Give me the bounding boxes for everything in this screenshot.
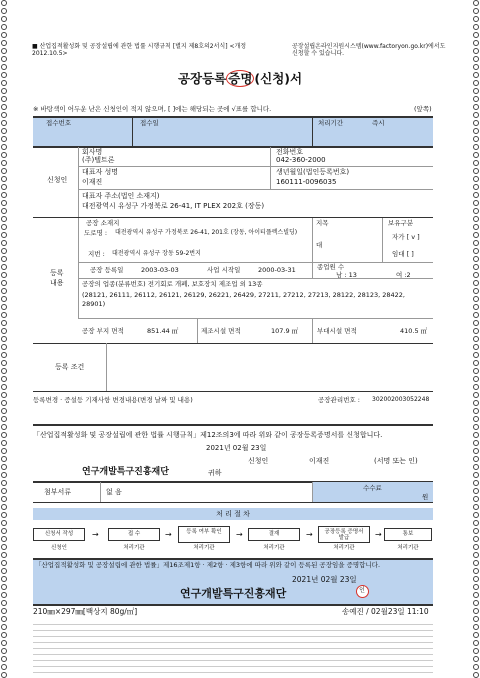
perforation-hole bbox=[473, 168, 479, 174]
perforation-hole bbox=[1, 664, 7, 670]
address-label: 대표자 주소(법인 소재지) bbox=[82, 192, 160, 200]
perforation-hole bbox=[473, 136, 479, 142]
receipt-number-label: 접수번호 bbox=[46, 119, 72, 127]
perforation-hole bbox=[473, 336, 479, 342]
perforation-hole bbox=[1, 456, 7, 462]
perforation-hole bbox=[1, 616, 7, 622]
perforation-hole bbox=[473, 192, 479, 198]
rule bbox=[33, 116, 433, 118]
perforation-hole bbox=[473, 296, 479, 302]
perforation-hole bbox=[1, 648, 7, 654]
perforation-hole bbox=[1, 304, 7, 310]
perforation-hole bbox=[1, 328, 7, 334]
ceo-label: 대표자 성명 bbox=[82, 168, 119, 176]
perforation-hole bbox=[473, 160, 479, 166]
perforation-hole bbox=[473, 528, 479, 534]
perforation-hole bbox=[1, 640, 7, 646]
attachments-value[interactable]: 없 음 bbox=[106, 488, 122, 496]
step-approve bbox=[248, 528, 300, 541]
perforation-hole bbox=[473, 264, 479, 270]
factory-location-label: 공장 소재지 bbox=[86, 219, 120, 227]
registration-section-label-2: 내용 bbox=[50, 279, 64, 287]
phone-value[interactable]: 042-360-2000 bbox=[276, 156, 326, 164]
phone-label: 전화번호 bbox=[276, 148, 304, 156]
perforation-hole bbox=[473, 240, 479, 246]
step-issue bbox=[318, 526, 370, 543]
step-issue-label: 공장등록 증명서발급 bbox=[324, 529, 364, 542]
perforation-hole bbox=[1, 56, 7, 62]
perforation-hole bbox=[1, 160, 7, 166]
perforation-hole bbox=[473, 480, 479, 486]
perforation-hole bbox=[1, 384, 7, 390]
fee-unit: 원 bbox=[422, 493, 429, 501]
rule bbox=[78, 189, 433, 190]
recipient-honorific: 귀하 bbox=[208, 469, 222, 477]
perforation-hole bbox=[473, 576, 479, 582]
site-area-value[interactable]: 851.44 ㎡ bbox=[147, 327, 179, 335]
lease-checkbox[interactable]: 임대 [ ] bbox=[392, 250, 414, 258]
perforation-hole bbox=[473, 488, 479, 494]
issuer-name: 연구개발특구진흥재단 bbox=[180, 587, 287, 600]
perforation-hole bbox=[1, 552, 7, 558]
perforation-hole bbox=[1, 288, 7, 294]
legal-reference: ■ 산업집적활성화 및 공장설립에 관한 법률 시행규칙 [별지 제8호의2서식] <개정 2012.10.5> bbox=[32, 43, 247, 58]
perforation-hole bbox=[473, 112, 479, 118]
step-notify-label: 통보 bbox=[402, 531, 414, 537]
perforation-hole bbox=[473, 96, 479, 102]
perforation-hole bbox=[473, 448, 479, 454]
perforation-hole bbox=[473, 656, 479, 662]
perforation-hole bbox=[473, 88, 479, 94]
industry-codes[interactable]: (28121, 26111, 26112, 26121, 26129, 26221, 26429, 27211, 27212, 27213, 28122, 28123, 28422, 28901) bbox=[82, 291, 405, 309]
perforation-hole bbox=[1, 592, 7, 598]
perforation-hole bbox=[1, 200, 7, 206]
signature-label: (서명 또는 인) bbox=[374, 457, 418, 465]
management-number-label: 공장관리번호 : bbox=[318, 396, 360, 404]
perforation-hole bbox=[473, 584, 479, 590]
rule bbox=[33, 558, 433, 560]
step-write bbox=[33, 528, 85, 541]
fee-label: 수수료 bbox=[363, 484, 382, 492]
perforation-hole bbox=[1, 520, 7, 526]
print-stamp: 송예진 / 02월23일 11:10 bbox=[342, 607, 429, 616]
land-category-label: 지목 bbox=[316, 219, 329, 227]
perforation-hole bbox=[473, 520, 479, 526]
perforation-hole bbox=[473, 256, 479, 262]
business-start-label: 사업 시작일 bbox=[207, 266, 241, 274]
perforation-hole bbox=[473, 120, 479, 126]
rule bbox=[270, 147, 271, 189]
perforation-hole bbox=[473, 328, 479, 334]
perforation-hole bbox=[473, 304, 479, 310]
step-verify-label: 등록 여부 확인 bbox=[186, 529, 222, 535]
perforation-hole bbox=[473, 344, 479, 350]
perforation-hole bbox=[1, 320, 7, 326]
perforation-hole bbox=[1, 496, 7, 502]
arrow-right-icon: → bbox=[236, 530, 243, 539]
rule bbox=[33, 217, 433, 218]
perforation-hole bbox=[473, 128, 479, 134]
rule bbox=[78, 147, 79, 217]
perforation-hole bbox=[1, 352, 7, 358]
perforation-hole bbox=[473, 664, 479, 670]
perforation-hole bbox=[1, 392, 7, 398]
perforation-hole bbox=[473, 392, 479, 398]
perforation-hole bbox=[473, 232, 479, 238]
perforation-hole bbox=[473, 320, 479, 326]
declaration-text: 「산업집적활성화 및 공장설립에 관한 법률 시행규칙」제12조의3에 따라 위와 같이 공장등록증명서를 신청합니다. bbox=[33, 431, 383, 439]
perforation-hole bbox=[1, 256, 7, 262]
actor-office: 처리기관 bbox=[263, 545, 285, 551]
perforation-hole bbox=[473, 48, 479, 54]
actor-applicant: 신청인 bbox=[51, 545, 67, 551]
industry-text[interactable]: 공장의 업종(분류번호) 전기회로 개폐, 보호장치 제조업 외 13종 bbox=[82, 280, 263, 288]
registration-section-label-1: 등록 bbox=[50, 269, 64, 277]
perforation-hole bbox=[473, 440, 479, 446]
step-approve-label: 결재 bbox=[268, 531, 280, 537]
perforation-hole bbox=[1, 48, 7, 54]
rule bbox=[78, 218, 79, 318]
mfg-area-label: 제조시설 면적 bbox=[201, 327, 241, 335]
perforation-hole bbox=[473, 400, 479, 406]
perforation-hole bbox=[473, 32, 479, 38]
road-address-label: 도로명 : bbox=[84, 229, 108, 237]
actor-office: 처리기관 bbox=[333, 545, 355, 551]
procedure-title: 처 리 절 차 bbox=[216, 510, 250, 518]
arrow-right-icon: → bbox=[165, 530, 172, 539]
step-write-label: 신청서 작성 bbox=[44, 531, 74, 537]
seal-stamp bbox=[356, 585, 369, 598]
address-value[interactable]: 대전광역시 유성구 가정북로 26-41, IT PLEX 202호 (장동) bbox=[82, 202, 265, 210]
rule bbox=[78, 278, 433, 279]
declaration-applicant-name[interactable]: 이재진 bbox=[309, 457, 330, 465]
perforation-hole bbox=[1, 96, 7, 102]
perforation-hole bbox=[1, 568, 7, 574]
perforation-hole bbox=[1, 576, 7, 582]
perforation-hole bbox=[1, 112, 7, 118]
rule bbox=[312, 218, 313, 262]
rule bbox=[78, 166, 433, 167]
security-pattern bbox=[33, 622, 433, 678]
perforation-hole bbox=[473, 288, 479, 294]
rule bbox=[132, 117, 133, 146]
perforation-hole bbox=[1, 440, 7, 446]
birth-label: 생년월일(법인등록번호) bbox=[276, 168, 350, 176]
perforation-hole bbox=[473, 280, 479, 286]
management-number-value[interactable]: 302002003052248 bbox=[372, 396, 430, 403]
perforation-hole bbox=[1, 472, 7, 478]
perforation-hole bbox=[1, 16, 7, 22]
perforation-hole bbox=[473, 472, 479, 478]
perforation-hole bbox=[1, 544, 7, 550]
perforation-hole bbox=[1, 416, 7, 422]
employees-label: 종업원 수 bbox=[317, 263, 345, 271]
perforation-hole bbox=[1, 144, 7, 150]
perforation-hole bbox=[473, 504, 479, 510]
perforation-hole bbox=[473, 632, 479, 638]
perforation-hole bbox=[1, 176, 7, 182]
rule bbox=[197, 319, 198, 343]
own-checkbox[interactable]: 자가 [ v ] bbox=[392, 233, 420, 241]
step-receive-label: 접 수 bbox=[127, 531, 141, 537]
right-perforation bbox=[473, 0, 479, 678]
perforation-hole bbox=[1, 88, 7, 94]
perforation-hole bbox=[1, 312, 7, 318]
perforation-hole bbox=[473, 104, 479, 110]
actor-office: 처리기관 bbox=[193, 545, 215, 551]
lot-address-label: 지번 : bbox=[88, 250, 105, 258]
title-prefix: 공장등록 bbox=[177, 71, 227, 86]
perforation-hole bbox=[1, 528, 7, 534]
perforation-hole bbox=[1, 368, 7, 374]
perforation-hole bbox=[1, 336, 7, 342]
online-site-note: 공장설립온라인지원시스템(www.factoryon.go.kr)에서도 신청할 수 있습니다. bbox=[292, 43, 446, 58]
rule bbox=[33, 391, 433, 392]
perforation-hole bbox=[473, 152, 479, 158]
perforation-hole bbox=[473, 40, 479, 46]
company-name-label: 회사명 bbox=[82, 148, 103, 156]
perforation-hole bbox=[1, 192, 7, 198]
arrow-right-icon: → bbox=[375, 530, 382, 539]
step-verify bbox=[178, 526, 230, 543]
perforation-hole bbox=[1, 280, 7, 286]
perforation-hole bbox=[1, 480, 7, 486]
perforation-hole bbox=[1, 400, 7, 406]
perforation-hole bbox=[473, 56, 479, 62]
perforation-hole bbox=[1, 432, 7, 438]
rule bbox=[312, 482, 313, 502]
perforation-hole bbox=[473, 144, 479, 150]
perforation-hole bbox=[473, 216, 479, 222]
perforation-hole bbox=[473, 496, 479, 502]
perforation-hole bbox=[1, 0, 7, 6]
birth-value[interactable]: 160111-0096035 bbox=[276, 178, 337, 186]
perforation-hole bbox=[1, 344, 7, 350]
rule bbox=[33, 424, 433, 426]
perforation-hole bbox=[1, 408, 7, 414]
perforation-hole bbox=[473, 224, 479, 230]
attachments-label: 첨부서류 bbox=[44, 488, 72, 496]
perforation-hole bbox=[473, 608, 479, 614]
perforation-hole bbox=[473, 368, 479, 374]
perforation-hole bbox=[1, 8, 7, 14]
mfg-area-value[interactable]: 107.9 ㎡ bbox=[271, 327, 299, 335]
perforation-hole bbox=[1, 184, 7, 190]
perforation-hole bbox=[1, 224, 7, 230]
perforation-hole bbox=[473, 176, 479, 182]
perforation-hole bbox=[1, 232, 7, 238]
perforation-hole bbox=[1, 376, 7, 382]
perforation-hole bbox=[473, 16, 479, 22]
perforation-hole bbox=[473, 248, 479, 254]
declaration-applicant-label: 신청인 bbox=[248, 457, 269, 465]
rule bbox=[312, 117, 313, 146]
rule bbox=[33, 604, 433, 606]
rule bbox=[312, 319, 313, 343]
perforation-hole bbox=[1, 464, 7, 470]
perforation-hole bbox=[473, 464, 479, 470]
company-name-value[interactable]: (주)텔트론 bbox=[82, 156, 115, 164]
perforation-hole bbox=[1, 488, 7, 494]
perforation-hole bbox=[1, 296, 7, 302]
perforation-hole bbox=[473, 560, 479, 566]
perforation-hole bbox=[473, 8, 479, 14]
registration-conditions-label: 등록 조건 bbox=[55, 363, 85, 371]
registration-date-label: 공장 등록일 bbox=[90, 266, 124, 274]
employees-female[interactable]: 여 :2 bbox=[396, 271, 411, 279]
lot-address-value[interactable]: 대전광역시 유성구 장동 59-2번지 bbox=[112, 250, 201, 257]
certification-text: 「산업집적활성화 및 공장설립에 관한 법률」제16조제1항 · 제2항 · 제3항에 따라 위와 같이 등록된 공장임을 증명합니다. bbox=[35, 561, 381, 569]
perforation-hole bbox=[1, 624, 7, 630]
perforation-hole bbox=[473, 24, 479, 30]
business-start-value[interactable]: 2000-03-31 bbox=[258, 266, 296, 274]
perforation-hole bbox=[1, 152, 7, 158]
perforation-hole bbox=[473, 200, 479, 206]
perforation-hole bbox=[473, 648, 479, 654]
perforation-hole bbox=[1, 168, 7, 174]
step-receive bbox=[108, 528, 160, 541]
actor-office: 처리기관 bbox=[397, 545, 419, 551]
perforation-hole bbox=[1, 504, 7, 510]
rule bbox=[78, 318, 433, 319]
perforation-hole bbox=[473, 376, 479, 382]
perforation-hole bbox=[473, 432, 479, 438]
perforation-hole bbox=[1, 608, 7, 614]
perforation-hole bbox=[1, 264, 7, 270]
employees-male[interactable]: 남 : 13 bbox=[336, 271, 357, 279]
perforation-hole bbox=[1, 536, 7, 542]
left-perforation bbox=[1, 0, 7, 678]
perforation-hole bbox=[473, 624, 479, 630]
perforation-hole bbox=[473, 592, 479, 598]
aux-area-label: 부대시설 면적 bbox=[317, 327, 357, 335]
road-address-value[interactable]: 대전광역시 유성구 가정북로 26-41, 201호 (장동, 아이티플렉스빌딩) bbox=[115, 229, 298, 236]
registration-date-value[interactable]: 2003-03-03 bbox=[141, 266, 179, 274]
perforation-hole bbox=[1, 632, 7, 638]
arrow-right-icon: → bbox=[92, 530, 99, 539]
perforation-hole bbox=[473, 416, 479, 422]
instruction-note: ※ 바탕색이 어두운 난은 신청인이 적지 않으며, [ ]에는 해당되는 곳에 √표를 합니다. bbox=[33, 105, 272, 113]
perforation-hole bbox=[473, 552, 479, 558]
certification-date[interactable]: 2021년 02월 23일 bbox=[292, 575, 357, 584]
rule bbox=[106, 343, 107, 391]
rule bbox=[312, 262, 313, 278]
perforation-hole bbox=[1, 656, 7, 662]
perforation-hole bbox=[473, 208, 479, 214]
perforation-hole bbox=[1, 248, 7, 254]
perforation-hole bbox=[473, 424, 479, 430]
processing-period-value: 즉시 bbox=[372, 119, 385, 127]
perforation-hole bbox=[1, 128, 7, 134]
perforation-hole bbox=[473, 360, 479, 366]
perforation-hole bbox=[1, 424, 7, 430]
applicant-section-label: 신청인 bbox=[47, 176, 68, 184]
rule bbox=[100, 482, 101, 502]
declaration-date[interactable]: 2021년 02월 23일 bbox=[206, 444, 267, 452]
arrow-right-icon: → bbox=[306, 530, 313, 539]
perforation-hole bbox=[1, 672, 7, 678]
page-side-label: (앞쪽) bbox=[414, 105, 432, 113]
site-area-label: 공장 부지 면적 bbox=[82, 327, 124, 335]
rule bbox=[33, 343, 433, 344]
perforation-hole bbox=[473, 0, 479, 6]
page-title bbox=[0, 69, 480, 87]
aux-area-value[interactable]: 410.5 ㎡ bbox=[400, 327, 428, 335]
perforation-hole bbox=[1, 600, 7, 606]
perforation-hole bbox=[1, 120, 7, 126]
perforation-hole bbox=[473, 456, 479, 462]
perforation-hole bbox=[1, 584, 7, 590]
perforation-hole bbox=[1, 136, 7, 142]
perforation-hole bbox=[473, 568, 479, 574]
perforation-hole bbox=[1, 216, 7, 222]
rule bbox=[78, 262, 433, 263]
perforation-hole bbox=[473, 512, 479, 518]
recipient-name: 연구개발특구진흥재단 bbox=[82, 467, 169, 477]
perforation-hole bbox=[473, 272, 479, 278]
changes-label: 등록변경 · 증설등 기재사항 변경내용(변경 날짜 및 내용) bbox=[33, 396, 193, 404]
perforation-hole bbox=[1, 360, 7, 366]
perforation-hole bbox=[1, 208, 7, 214]
perforation-hole bbox=[1, 32, 7, 38]
perforation-hole bbox=[1, 240, 7, 246]
perforation-hole bbox=[473, 384, 479, 390]
perforation-hole bbox=[1, 40, 7, 46]
perforation-hole bbox=[473, 616, 479, 622]
perforation-hole bbox=[473, 312, 479, 318]
perforation-hole bbox=[473, 536, 479, 542]
perforation-hole bbox=[473, 600, 479, 606]
title-circled-word: 증명 bbox=[228, 71, 253, 86]
actor-office: 처리기관 bbox=[123, 545, 145, 551]
perforation-hole bbox=[473, 672, 479, 678]
rule bbox=[33, 502, 433, 503]
perforation-hole bbox=[1, 104, 7, 110]
perforation-hole bbox=[1, 448, 7, 454]
ceo-value[interactable]: 이재진 bbox=[82, 178, 103, 186]
perforation-hole bbox=[473, 544, 479, 550]
seal-label: 인 bbox=[359, 587, 365, 594]
rule bbox=[382, 218, 383, 262]
perforation-hole bbox=[1, 272, 7, 278]
perforation-hole bbox=[473, 184, 479, 190]
perforation-hole bbox=[1, 560, 7, 566]
processing-period-label: 처리기간 bbox=[318, 119, 344, 127]
perforation-hole bbox=[473, 408, 479, 414]
perforation-hole bbox=[1, 24, 7, 30]
step-notify bbox=[384, 528, 432, 541]
receipt-date-label: 접수일 bbox=[140, 119, 159, 127]
perforation-hole bbox=[473, 640, 479, 646]
title-suffix: (신청)서 bbox=[254, 71, 303, 86]
paper-spec: 210㎜×297㎜[백상지 80g/㎡] bbox=[33, 607, 138, 616]
land-category-value[interactable]: 대 bbox=[316, 241, 323, 249]
perforation-hole bbox=[473, 352, 479, 358]
ownership-label: 보유구분 bbox=[388, 219, 414, 227]
